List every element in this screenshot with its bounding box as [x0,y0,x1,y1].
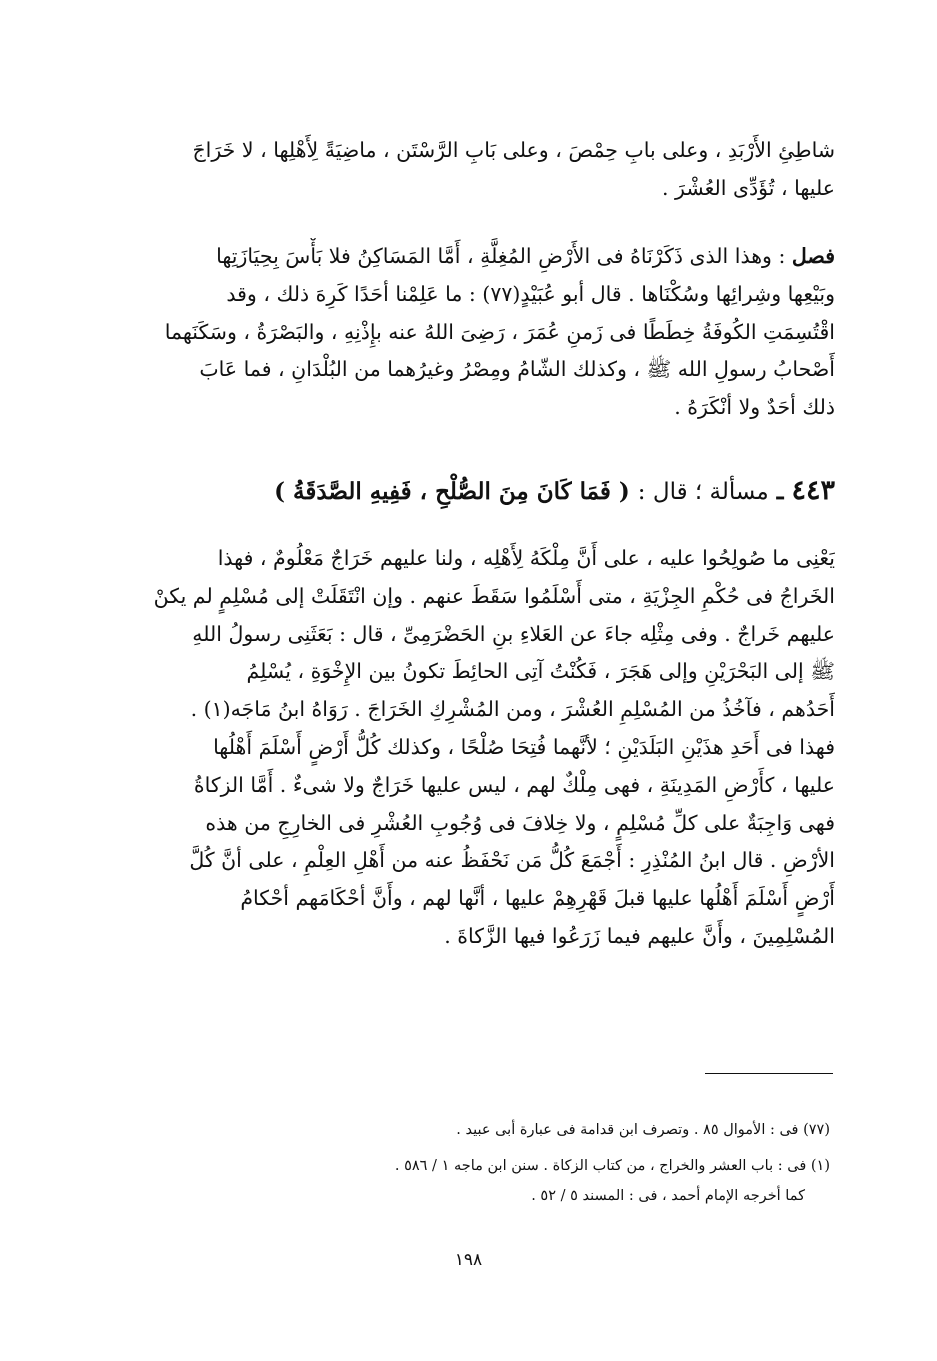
text-line: عليهم خَراجٌ . وفى مِثْلِه جاءَ عن العَلاءِ بنِ الحَضْرَمِىِّ ، قال : بَعَثَنِى رسولُ اللهِ [192,621,835,646]
text-line: عليها ، كأَرْضِ المَدِينَةِ ، فهى مِلْكٌ لهم ، ليس عليها خَرَاجٌ ولا شىءٌ . أَمَّا الزكاةُ [193,772,835,797]
text-line: ذلك أحَدٌ ولا أنْكَرَهُ . [674,395,835,420]
text-line: أَصْحابُ رسولِ الله ﷺ ، وكذلك الشّامُ ومِصْرُ وغيرُهما من البُلْدَانِ ، فما عَابَ [199,357,835,382]
issue-heading [140,475,835,506]
text-line: المُسْلِمِينَ ، وأَنَّ عليهم فيما زَرَعُوا فيها الزَّكاةَ . [444,923,835,948]
text-line: يَعْنِى ما صُولِحُوا عليه ، على أَنَّ مِلْكَهُ لِأَهْلِه ، ولنا عليهم خَرَاجٌ مَعْلُومٌ ، فهذا [217,546,835,570]
footnote: كما أخرجه الإمام أحمد ، فى : المسند ٥ / ٥٢ . [531,1188,805,1204]
issue-quote: ( فَمَا كَانَ مِنَ الصُّلْحِ ، فَفِيهِ الصَّدَقَةُ ) [274,478,630,505]
heading-dash: ـ [776,478,784,505]
text-line: فهى وَاجِبَةٌ على كلِّ مُسْلِمٍ ، ولا خِلافَ فى وُجُوبِ العُشْرِ فى الخارِجِ من هذه [205,810,835,835]
text-line: وبَيْعِها وشِرائِها وسُكْنَاها . قال أبو عُبَيْدٍ(٧٧) : ما عَلِمْنا أحَدًا كَرِهَ ذلك ، وقد [226,281,835,306]
text-line: أَرْضٍ أَسْلَمَ أَهْلُها عليها قبلَ قَهْرِهِمْ عليها ، أنَّها لهم ، وأَنَّ أحْكَامَهم أحْكامُ [240,886,835,911]
text-line: الخَراجُ فى حُكْمِ الجِزْيَةِ ، متى أَسْلَمُوا سَقَطَ عنهم . وإن انْتَقَلَتْ إلى مُسْلِمٍ لم يكنْ [153,583,835,608]
page-number: ١٩٨ [454,1250,483,1270]
text-line [140,238,835,276]
text-line: فهذا فى أَحَدِ هذَيْنِ البَلَدَيْنِ ؛ لأنَّهما فُتِحَا صُلْحًا ، وكذلك كُلُّ أَرْضٍ أَسْلَمَ أَهْلُها [213,734,835,759]
text-line: ﷺ إلى البَحْرَيْنِ وإلى هَجَرَ ، فَكُنْتُ آتِى الحائِطَ تكونُ بين الإِخْوَةِ ، يُسْلِمُ [246,659,835,684]
section-lead: فصل [791,244,835,268]
paragraph-2 [140,238,835,427]
text-line: عليها ، تُؤَدِّى العُشْرَ . [662,175,835,200]
paragraph-3 [140,540,835,956]
issue-label: مسألة ؛ قال : [637,479,769,505]
paragraph-1 [140,132,835,208]
text-line: الأرْضِ . قال ابنُ المُنْذِرِ : أَجْمَعَ كُلُّ مَن نَحْفَظُ عنه من أَهْلِ العِلْمِ ، على أنَّ كُلَّ [189,848,835,873]
text-line: اقْتُسِمَتِ الكُوفَةُ خِطَطًا فى زَمنِ عُمَرَ ، رَضِىَ اللهُ عنه بإِذْنِهِ ، والبَصْرَةُ ، وسَكَنَهما [164,319,835,344]
footnote-divider [705,1073,833,1074]
text-line: أَحَدُهم ، فآخُذُ من المُسْلِمِ العُشْرَ ، ومن المُشْرِكِ الخَرَاجَ . رَوَاهُ ابنُ مَاجَه(١) . [190,697,835,722]
text-line: شاطِئِ الأَرْبَدِ ، وعلى بابِ حِمْصَ ، وعلى بَابِ الرَّسْتَن ، ماضِيَةً لِأَهْلِها ، لا خَرَاجَ [192,138,835,162]
footnote: (١) فى : باب العشر والخراج ، من كتاب الزكاة . سنن ابن ماجه ١ / ٥٨٦ . [394,1158,830,1174]
footnote: (٧٧) فى : الأموال ٨٥ . وتصرف ابن قدامة فى عبارة أبى عبيد . [456,1122,830,1138]
issue-number: ٤٤٣ [791,475,835,506]
text-fragment: : وهذا الذى ذَكَرْنَاهُ فى الأَرْضِ المُغِلَّةِ ، أَمَّا المَسَاكِنُ فلا بَأْسَ بِحِيَازَتِها [216,244,786,268]
